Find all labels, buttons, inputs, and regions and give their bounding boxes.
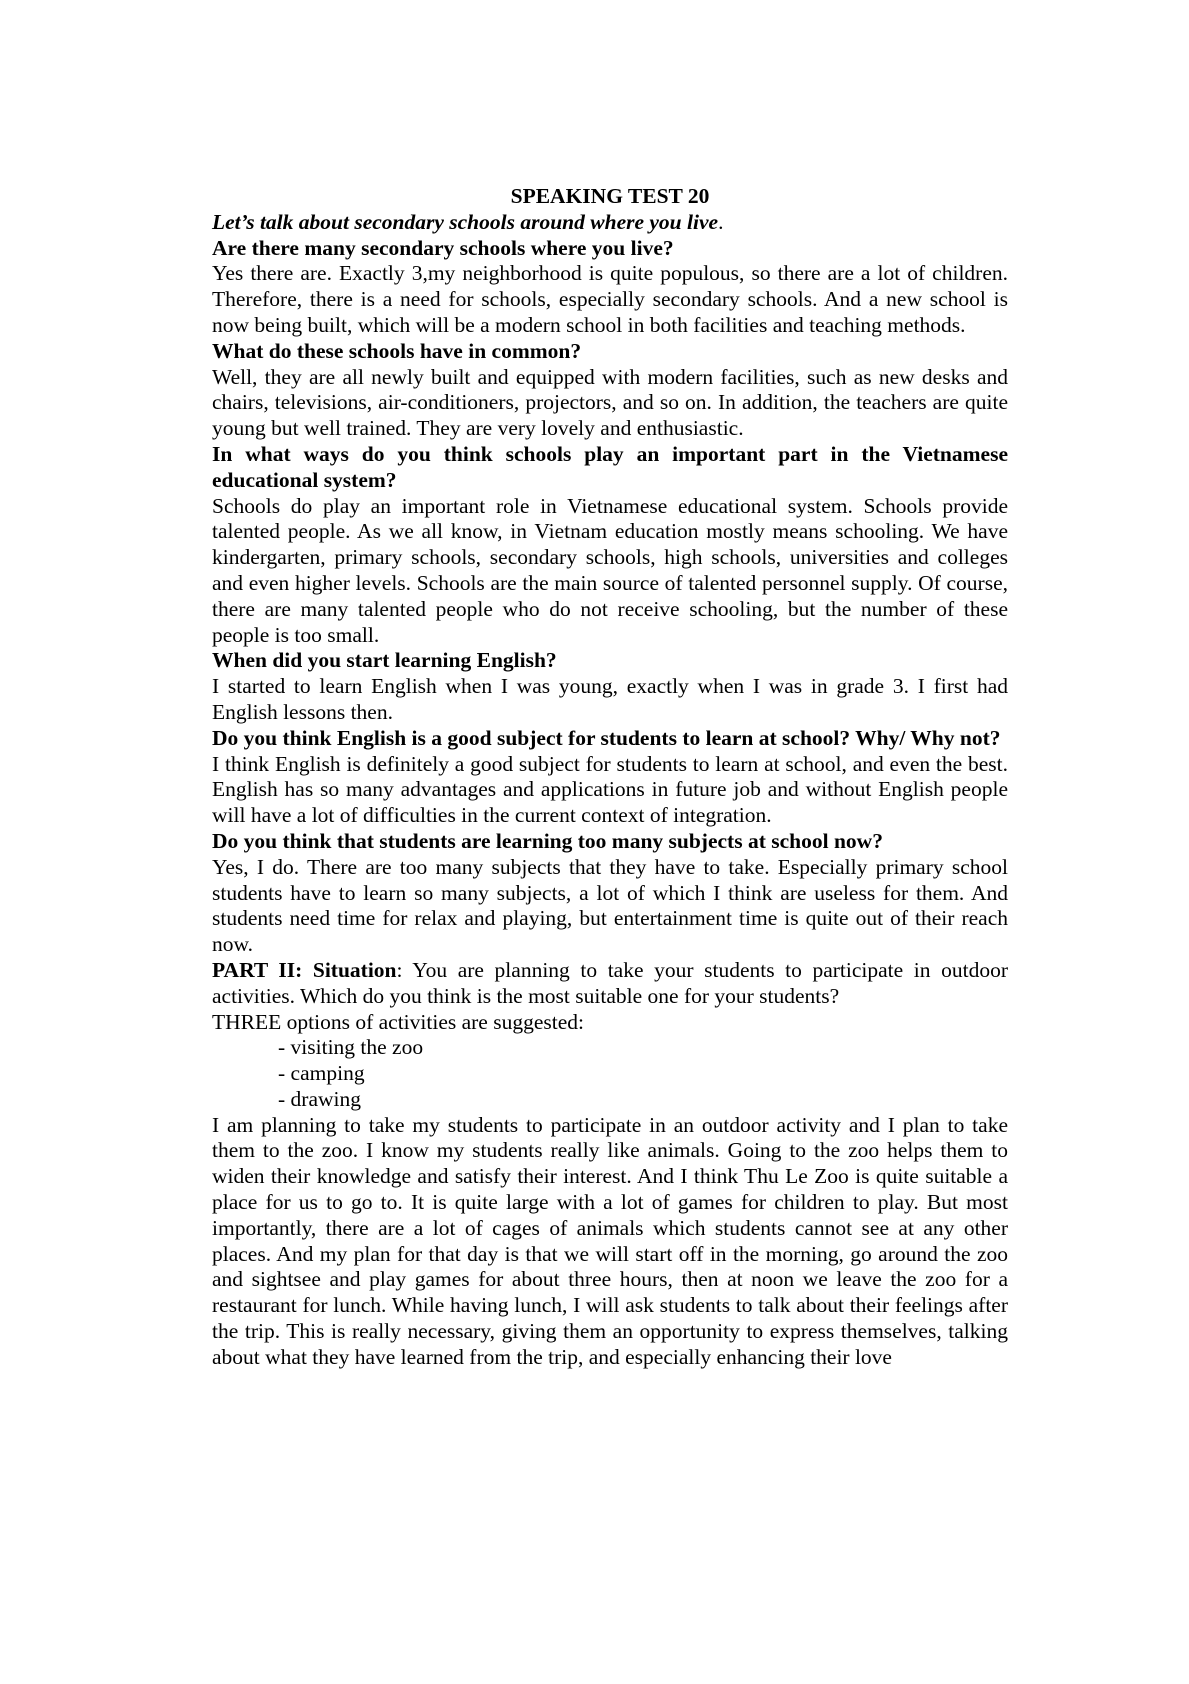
- option-item: - visiting the zoo: [278, 1035, 424, 1060]
- part2-prompt: : You are planning to take your students to participate in outdoor activities. Which do you think is the most suitable one for your students?: [212, 957, 1008, 1008]
- answer-5: I think English is definitely a good subject for students to learn at school, and even the best. English has so many advantages and applications in future job and without English people will have a lot of difficulties in the current context of integration.: [212, 751, 1008, 828]
- question-1: Are there many secondary schools where you live?: [212, 235, 674, 260]
- question-2: What do these schools have in common?: [212, 338, 582, 363]
- answer-3: Schools do play an important role in Vietnamese educational system. Schools provide talented people. As we all know, in Vietnam education mostly means schooling. We have kindergarten, primary schools, secondary schools, high schools, universities and colleges and even higher levels. Schools are the main source of talented personnel supply. Of course, there are many talented people who do not receive schooling, but the number of these people is too small.: [212, 493, 1008, 647]
- part2-options-intro: THREE options of activities are suggested:: [212, 1009, 584, 1034]
- document-page: [212, 184, 1008, 1371]
- intro-period: .: [718, 209, 724, 234]
- part2-label: PART II: Situation: [212, 957, 397, 982]
- part2-situation: [212, 958, 1008, 1010]
- part2-answer: I am planning to take my students to participate in an outdoor activity and I plan to take them to the zoo. I know my students really like animals. Going to the zoo helps them to widen their knowledge and satisfy their interest. And I think Thu Le Zoo is quite suitable a place for us to go to. It is quite large with a lot of games for children to play. But most importantly, there are a lot of cages of animals which students cannot see at any other places. And my plan for that day is that we will start off in the morning, go around the zoo and sightsee and play games for about three hours, then at noon we leave the zoo for a restaurant for lunch. While having lunch, I will ask students to talk about their feelings after the trip. This is really necessary, giving them an opportunity to express themselves, talking about what they have learned from the trip, and especially enhancing their love: [212, 1112, 1008, 1369]
- intro-line: [212, 210, 1008, 236]
- option-item: - drawing: [278, 1086, 361, 1111]
- intro-text: Let’s talk about secondary schools around where you live: [212, 209, 719, 234]
- question-6: Do you think that students are learning too many subjects at school now?: [212, 828, 883, 853]
- answer-1: Yes there are. Exactly 3,my neighborhood is quite populous, so there are a lot of children. Therefore, there is a need for schools, especially secondary schools. And a new school is now being built, which will be a modern school in both facilities and teaching methods.: [212, 261, 1008, 337]
- question-5: Do you think English is a good subject for students to learn at school? Why/ Why not?: [212, 725, 1001, 750]
- question-3: In what ways do you think schools play an important part in the Vietnamese educational system?: [212, 441, 1008, 492]
- answer-2: Well, they are all newly built and equipped with modern facilities, such as new desks and chairs, televisions, air-conditioners, projectors, and so on. In addition, the teachers are quite young but well trained. They are very lovely and enthusiastic.: [212, 364, 1008, 441]
- document-title: SPEAKING TEST 20: [510, 184, 710, 208]
- answer-6: Yes, I do. There are too many subjects that they have to take. Especially primary school students have to learn so many subjects, a lot of which I think are useless for them. And students need time for relax and playing, but entertainment time is quite out of their reach now.: [212, 854, 1008, 957]
- part2-options-list: [212, 1035, 1008, 1112]
- question-4: When did you start learning English?: [212, 648, 557, 673]
- answer-4: I started to learn English when I was young, exactly when I was in grade 3. I first had English lessons then.: [212, 674, 1008, 724]
- option-item: - camping: [278, 1061, 365, 1086]
